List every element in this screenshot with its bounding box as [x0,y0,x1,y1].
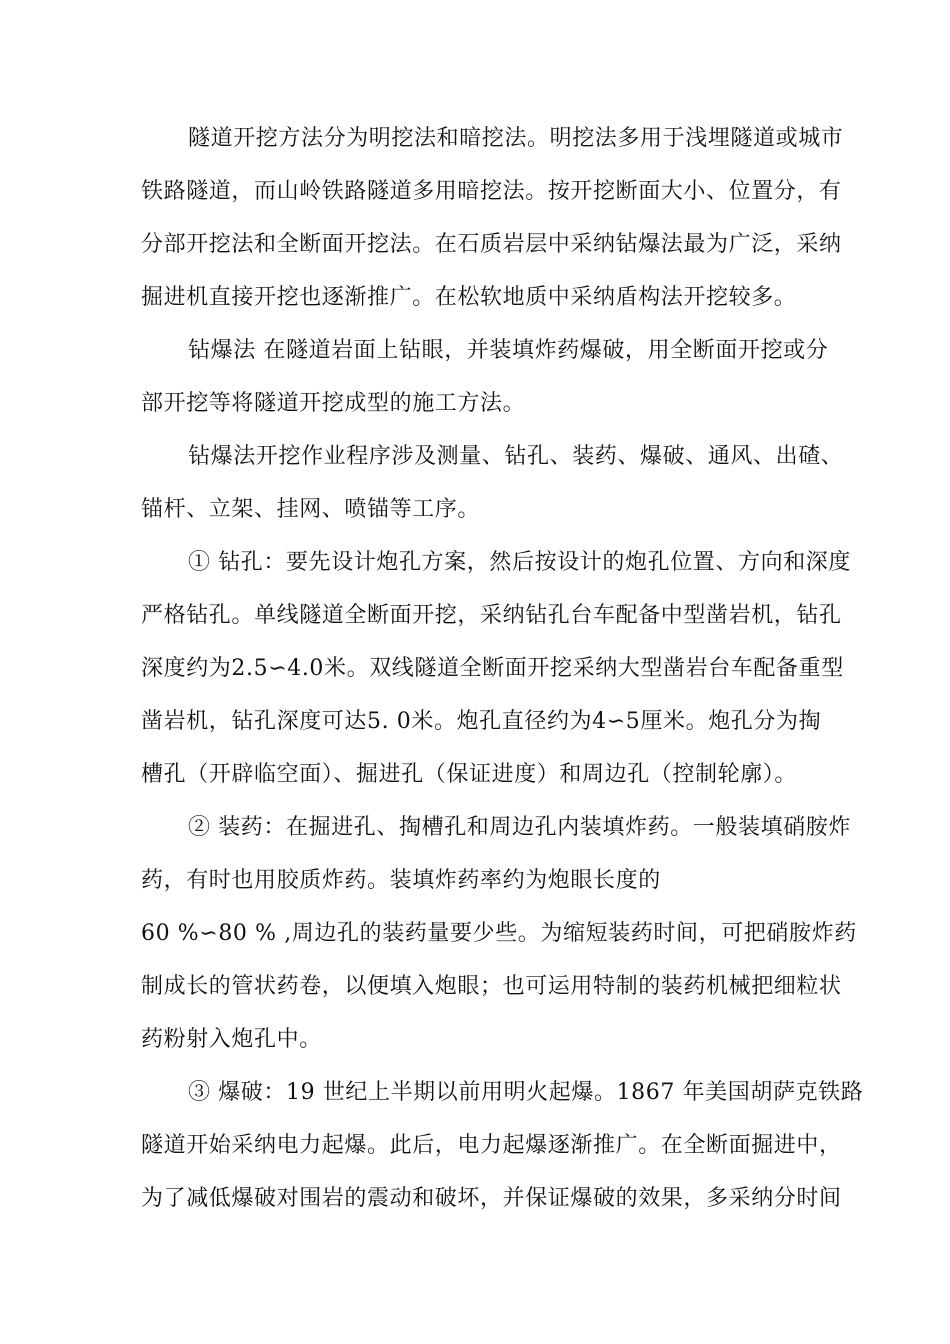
paragraph-1-line-1: 隧道开挖方法分为明挖法和暗挖法。明挖法多用于浅埋隧道或城市 [188,126,844,151]
paragraph-2-line-2: 部开挖等将隧道开挖成型的施工方法。 [141,391,526,416]
paragraph-3-line-1: 钻爆法开挖作业程序涉及测量、钻孔、装药、爆破、通风、出碴、 [188,444,844,469]
paragraph-3-line-2: 锚杆、立架、挂网、喷锚等工序。 [141,497,481,522]
paragraph-6-line-3: 为了减低爆破对围岩的震动和破坏，并保证爆破的效果，多采纳分时间 [141,1186,842,1211]
paragraph-1-line-3: 分部开挖法和全断面开挖法。在石质岩层中采纳钻爆法最为广泛，采纳 [141,232,842,257]
paragraph-5-line-3: 60 %∽80 % ,周边孔的装药量要少些。为缩短装药时间，可把硝胺炸药 [141,921,857,946]
paragraph-5-line-5: 药粉射入炮孔中。 [141,1027,322,1052]
paragraph-1-line-2: 铁路隧道，而山岭铁路隧道多用暗挖法。按开挖断面大小、位置分，有 [141,179,842,204]
paragraph-4-line-3: 深度约为2.5∽4.0米。双线隧道全断面开挖采纳大型凿岩台车配备重型 [141,656,844,681]
paragraph-4-line-4: 凿岩机，钻孔深度可达5. 0米。炮孔直径约为4∽5厘米。炮孔分为掏 [141,709,822,734]
paragraph-5-line-4: 制成长的管状药卷，以便填入炮眼；也可运用特制的装药机械把细粒状 [141,974,842,999]
paragraph-5-line-1: ② 装药：在掘进孔、掏槽孔和周边孔内装填炸药。一般装填硝胺炸 [188,815,851,840]
paragraph-2-line-1: 钻爆法 在隧道岩面上钻眼，并装填炸药爆破，用全断面开挖或分 [188,338,829,363]
paragraph-4-line-1: ① 钻孔：要先设计炮孔方案，然后按设计的炮孔位置、方向和深度 [188,550,851,575]
paragraph-6-line-1: ③ 爆破：19 世纪上半期以前用明火起爆。1867 年美国胡萨克铁路 [188,1080,864,1105]
paragraph-1-line-4: 掘进机直接开挖也逐渐推广。在松软地质中采纳盾构法开挖较多。 [141,285,797,310]
paragraph-4-line-2: 严格钻孔。单线隧道全断面开挖，采纳钻孔台车配备中型凿岩机，钻孔 [141,603,842,628]
paragraph-6-line-2: 隧道开始采纳电力起爆。此后，电力起爆逐渐推广。在全断面掘进中， [141,1133,842,1158]
paragraph-5-line-2: 药，有时也用胶质炸药。装填炸药率约为炮眼长度的 [141,868,661,893]
paragraph-4-line-5: 槽孔（开辟临空面）、掘进孔（保证进度）和周边孔（控制轮廓）。 [141,762,798,787]
